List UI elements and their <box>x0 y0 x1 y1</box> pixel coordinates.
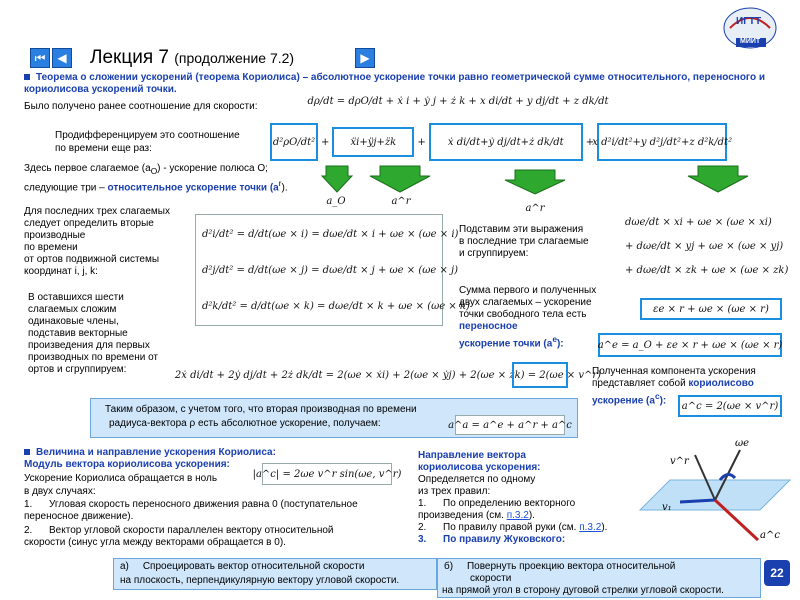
rule-end: ). <box>528 510 535 521</box>
v-label: v^r <box>670 456 689 467</box>
formula-right4-text: εe × r + ωe × (ωe × r) <box>653 303 769 315</box>
formula-right2: + dωe/dt × yj + ωe × (ωe × yj) <box>625 240 784 252</box>
rule-num: 2. <box>418 522 427 533</box>
first-term-b: ) - ускорение полюса О; <box>157 163 268 174</box>
sum-end: ): <box>556 338 564 350</box>
logo-top-text: ИГТТ <box>736 16 762 27</box>
last3-line: Для последних трех слагаемых <box>24 206 170 217</box>
sum-line: переносное <box>459 321 518 332</box>
case-text: Угловая скорость переносного движения равна 0 (поступательное <box>49 499 358 510</box>
formula-ac <box>678 395 782 417</box>
last3-line: от ортов подвижной системы <box>24 254 160 265</box>
formula-accel <box>270 122 780 162</box>
label-ao-text: a_O <box>326 195 346 207</box>
sum-line: ускорение точки (a <box>459 338 553 350</box>
first-term-text <box>24 163 314 194</box>
arrow-down-icon <box>688 166 748 192</box>
box-mixed: ẋ di/dt+ẏ dj/dt+ż dk/dt <box>429 123 583 161</box>
first-term-sup: r <box>278 178 282 188</box>
first-term-sub: O <box>150 166 158 176</box>
label-ar-2 <box>524 201 546 215</box>
label-ar2-text: a^r <box>525 202 545 214</box>
dir-line: Направление вектора <box>418 450 526 461</box>
rule-text: произведения (см. <box>418 510 507 521</box>
diff-line-2: по времени еще раз: <box>55 143 152 154</box>
cor-line: представляет собой <box>592 378 686 389</box>
skip-first-icon: ⏮ <box>34 51 46 65</box>
rule-text: По правилу Жуковского: <box>443 534 566 545</box>
rule-b-text: Повернуть проекцию вектора относительной <box>466 561 676 572</box>
rule2-link[interactable]: п.3.2 <box>579 522 602 533</box>
sum-line: двух слагаемых – ускорение <box>459 297 592 308</box>
sum-line: точки свободного тела есть <box>459 309 587 320</box>
formula-ae-text: a^e = a_O + εe × r + ωe × (ωe × r) <box>597 339 783 351</box>
prev-icon: ◀ <box>57 51 67 65</box>
formula-total-text: a^a = a^e + a^r + a^c <box>448 419 572 431</box>
rule-a-text: Спроецировать вектор относительной скорости <box>142 561 365 572</box>
cor-blue: кориолисово <box>685 378 754 389</box>
label-ar-text: a^r <box>391 195 411 207</box>
subtitle-text: (продолжение 7.2) <box>174 50 295 66</box>
case-2 <box>24 525 414 549</box>
label-ao <box>325 194 347 208</box>
case-text: переносное движение). <box>24 511 134 522</box>
rule-b-panel <box>437 558 761 598</box>
formula-modulus <box>252 463 402 485</box>
arrow-down-icon <box>505 170 565 194</box>
case-text: Вектор угловой скорости параллелен вектору относительной <box>49 525 334 536</box>
cor-end: ): <box>659 395 667 407</box>
formula-right3: + dωe/dt × zk + ωe × (ωe × zk) <box>625 264 789 276</box>
direction-text <box>418 450 633 546</box>
last-three-text <box>24 206 214 278</box>
diff-line-1: Продифференцируем это соотношение <box>55 130 240 141</box>
cor-line: Полученная компонента ускорения <box>592 366 756 377</box>
conclusion-panel <box>90 398 578 438</box>
title-text: Лекция 7 <box>90 47 169 68</box>
six-line: производных по времени от <box>28 352 159 363</box>
v1-vector <box>680 500 715 502</box>
formula-second-derivatives <box>195 214 470 326</box>
rule-num: 3. <box>418 534 427 545</box>
last3-line: следует определить вторые производные <box>24 218 154 241</box>
cor-sup: c <box>654 391 660 401</box>
coriolis-heading <box>24 447 276 459</box>
zero-line-1: Ускорение Кориолиса обращается в ноль <box>24 473 218 484</box>
rule-a-label: а) <box>120 561 129 572</box>
rule-a-text2: на плоскость, перпендикулярную вектору угловой скорости. <box>120 575 400 586</box>
formula-ae <box>598 333 782 357</box>
last3-line: координат i, j, k: <box>24 266 98 277</box>
zero-line-2: в двух случаях: <box>24 486 96 497</box>
coriolis-heading-text: Величина и направление ускорения Кориолиса: <box>36 447 276 458</box>
first-term-c: следующие три – <box>24 182 105 194</box>
next-slide-button[interactable] <box>355 48 375 68</box>
formula-right4 <box>640 298 782 320</box>
first-term-end: ). <box>281 182 288 194</box>
dir-line: кориолисова ускорения: <box>418 462 541 473</box>
case-num: 1. <box>24 499 33 510</box>
box-ao: d²ρO/dt² <box>270 123 318 161</box>
dir-line: из трех правил: <box>418 486 491 497</box>
highlight-box <box>512 362 568 388</box>
six-line: В оставшихся шести <box>28 292 124 303</box>
coriolis-diagram <box>640 440 790 550</box>
formula-velocity-text: dρ/dt = dρO/dt + ẋ i + ẏ j + ż k + x di/dt + y dj/dt + z dk/dt <box>307 95 609 107</box>
velocity-line: Было получено ранее соотношение для скорости: <box>24 101 258 112</box>
theorem-title: Теорема о сложении ускорений (теорема Кориолиса) <box>36 72 300 83</box>
first-term-a: Здесь первое слагаемое (a <box>24 163 151 174</box>
prev-slide-button[interactable] <box>52 48 72 68</box>
sum-sup: e <box>552 334 557 344</box>
box-ar: ẍi+ÿj+z̈k <box>332 127 414 157</box>
formula-right-group <box>625 196 789 296</box>
formula-d2j: d²j/dt² = d/dt(ωe × j) = dωe/dt × j + ωe × (ωe × j) <box>202 264 459 276</box>
box-second: x d²i/dt²+y d²j/dt²+z d²k/dt² <box>597 123 727 161</box>
omega-label: ωe <box>735 438 750 449</box>
arrow-down-icon <box>322 166 352 192</box>
ac-label: a^c <box>760 530 780 541</box>
v1-label: v₁ <box>662 502 672 513</box>
last3-line: по времени <box>24 242 78 253</box>
sum-line: Сумма первого и полученных <box>459 285 597 296</box>
rule-text: По правилу правой руки (см. <box>443 522 580 533</box>
case-1 <box>24 499 414 523</box>
rule-b-text2: скорости <box>470 573 512 584</box>
plus-sign: + <box>417 136 426 148</box>
rule-b-text3: на прямой угол в сторону дуговой стрелки угловой скорости. <box>442 585 724 596</box>
first-term-rel: относительное ускорение точки (a <box>104 182 279 194</box>
subst-line: в последние три слагаемые <box>459 236 589 247</box>
modulus-label: Модуль вектора кориолисова ускорения: <box>24 459 230 470</box>
substitute-text <box>459 224 609 260</box>
arrow-down-icon <box>370 166 430 192</box>
bullet-icon <box>24 449 30 455</box>
six-terms-text <box>28 292 208 376</box>
cor-line: ускорение (a <box>592 395 655 407</box>
page-number: 22 <box>764 560 790 586</box>
case-num: 2. <box>24 525 33 536</box>
logo <box>722 6 778 50</box>
subst-line: и сгруппируем: <box>459 248 529 259</box>
six-line: произведения для первых <box>28 340 150 351</box>
label-ar <box>390 194 412 208</box>
theorem-text: – абсолютное ускорение точки равно геометрической сумме относительного, переносного и кориолисова ускорений точки. <box>24 72 765 95</box>
formula-modulus-text: |a^c| = 2ωe v^r sin(ωe, v^r) <box>252 468 402 480</box>
six-line: слагаемых сложим <box>28 304 117 315</box>
six-line: ортов и сгруппируем: <box>28 364 127 375</box>
case-text: скорости (синус угла между векторами обращается в 0). <box>24 537 286 548</box>
page-title <box>90 47 294 69</box>
rule-num: 1. <box>418 498 427 509</box>
formula-ac-text: a^c = 2(ωe × v^r) <box>681 400 779 412</box>
rule-b-label: б) <box>444 561 454 572</box>
formula-right1: dωe/dt × xi + ωe × (ωe × xi) <box>625 216 772 228</box>
formula-group-text: 2ẋ di/dt + 2ẏ dj/dt + 2ż dk/dt = 2(ωe × ẋi) + 2(ωe × ẏj) + 2(ωe × żk) = 2(ωe × v^r) <box>174 369 602 381</box>
formula-velocity <box>307 86 609 116</box>
subst-line: Подставим эти выражения <box>459 224 584 235</box>
six-line: одинаковые члены, <box>28 316 119 327</box>
dir-line: Определяется по одному <box>418 474 536 485</box>
rule-text: По определению векторного <box>443 498 576 509</box>
rule-end: ). <box>601 522 608 533</box>
formula-d2k: d²k/dt² = d/dt(ωe × k) = dωe/dt × k + ωe × (ωe × k) <box>202 300 470 312</box>
formula-total <box>448 415 572 435</box>
next-icon: ▶ <box>360 51 370 65</box>
bullet-icon <box>24 74 30 80</box>
plus-sign: + <box>585 136 595 148</box>
logo-bottom-text: МИИТ <box>740 38 761 45</box>
six-line: подставив векторные <box>28 328 128 339</box>
conclusion-line-2: радиуса-вектора ρ есть абсолютное ускорение, получаем: <box>109 418 381 429</box>
plus-sign: + <box>321 136 330 148</box>
conclusion-line-1: Таким образом, с учетом того, что вторая производная по времени <box>105 404 417 415</box>
rule-a-panel <box>113 558 437 590</box>
rule1-link[interactable]: п.3.2 <box>506 510 529 521</box>
first-slide-button[interactable] <box>30 48 50 68</box>
formula-d2i: d²i/dt² = d/dt(ωe × i) = dωe/dt × i + ωe × (ωe × i) <box>202 228 459 240</box>
